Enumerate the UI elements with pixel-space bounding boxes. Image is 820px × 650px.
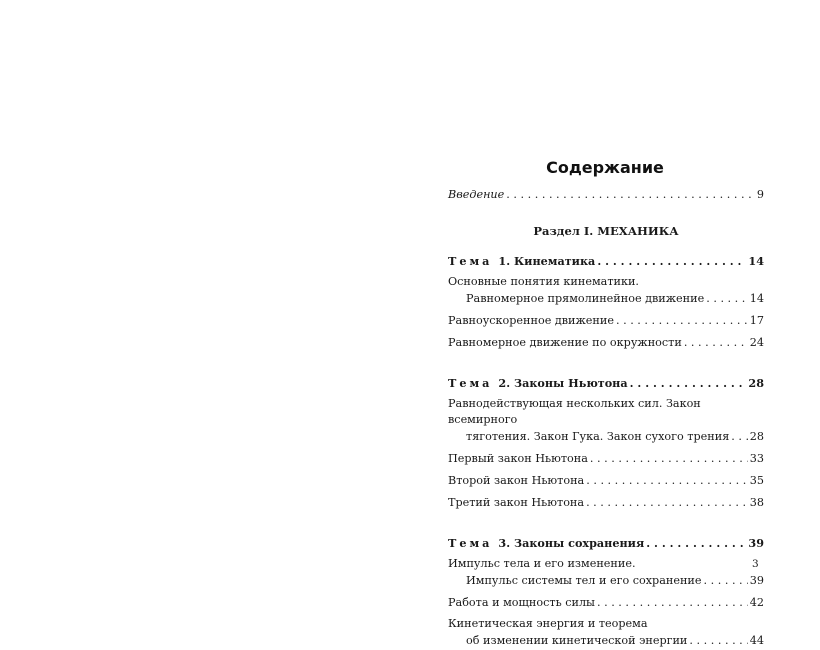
toc-entry[interactable] (448, 494, 764, 512)
toc-entry[interactable] (448, 472, 764, 490)
topic-prefix: Тема (448, 254, 493, 268)
section-heading: Раздел I. МЕХАНИКА (533, 224, 679, 238)
topic-page: 39 (748, 536, 764, 550)
leader-dots (630, 374, 747, 392)
toc-entry-page: 42 (749, 596, 764, 609)
leader-dots (704, 572, 748, 590)
toc-entry-page: 35 (749, 474, 764, 487)
toc-entry-title: Второй закон Ньютона (448, 474, 585, 487)
leader-dots (689, 632, 747, 650)
leader-dots (506, 186, 755, 204)
toc-entry-line1: Кинетическая энергия и теорема (448, 617, 648, 630)
leader-dots (706, 290, 748, 308)
page-title: Содержание (546, 158, 664, 177)
leader-dots (597, 252, 746, 270)
toc-entry-page: 17 (749, 314, 764, 327)
topic-page: 14 (748, 254, 764, 268)
topic-page: 28 (748, 376, 764, 390)
toc-entry[interactable] (448, 594, 764, 612)
toc-entry[interactable] (448, 450, 764, 468)
toc-entry-page: 44 (749, 634, 764, 647)
toc-entry-page: 14 (749, 292, 764, 305)
toc-entry-page: 39 (749, 574, 764, 587)
leader-dots (597, 594, 748, 612)
toc-entry-page: 38 (749, 496, 764, 509)
leader-dots (616, 312, 748, 330)
topic-label: 3. Законы сохранения (498, 536, 645, 550)
toc-entry-title: Первый закон Ньютона (448, 452, 588, 465)
toc-entry-page: 28 (749, 430, 764, 443)
toc-entry[interactable] (448, 556, 764, 590)
toc-entry-title: Равноускоренное движение (448, 314, 614, 327)
toc-intro-page: 9 (756, 188, 764, 201)
toc-topic-1[interactable] (448, 252, 764, 270)
toc-entry[interactable] (448, 274, 764, 308)
topic-label: 1. Кинематика (498, 254, 596, 268)
toc-entry[interactable] (448, 396, 764, 446)
leader-dots (731, 428, 747, 446)
leader-dots (590, 450, 748, 468)
toc-entry[interactable] (448, 334, 764, 352)
toc-entry-page: 33 (749, 452, 764, 465)
toc-entry-line2: об изменении кинетической энергии (466, 634, 688, 647)
toc-intro-label: Введение (448, 188, 505, 201)
leader-dots (684, 334, 748, 352)
leader-dots (646, 534, 746, 552)
topic-prefix: Тема (448, 536, 493, 550)
toc-entry-line2: Импульс системы тел и его сохранение (466, 574, 702, 587)
toc-entry-line2: тяготения. Закон Гука. Закон сухого трения (466, 430, 730, 443)
leader-dots (586, 472, 748, 490)
topic-prefix: Тема (448, 376, 493, 390)
toc-entry-line1: Равнодействующая нескольких сил. Закон всемирного (448, 397, 701, 426)
toc-entry-title: Работа и мощность силы (448, 596, 595, 609)
toc-entry[interactable] (448, 616, 764, 650)
table-of-contents (448, 186, 764, 650)
toc-intro[interactable] (448, 186, 764, 204)
toc-entry-line1: Импульс тела и его изменение. (448, 557, 636, 570)
toc-entry-line2: Равномерное прямолинейное движение (466, 292, 705, 305)
toc-topic-3[interactable] (448, 534, 764, 552)
leader-dots (586, 494, 748, 512)
toc-topic-2[interactable] (448, 374, 764, 392)
page-number: 3 (752, 558, 759, 570)
toc-entry-page: 24 (749, 336, 764, 349)
toc-entry[interactable] (448, 312, 764, 330)
toc-entry-title: Равномерное движение по окружности (448, 336, 682, 349)
topic-label: 2. Законы Ньютона (498, 376, 628, 390)
toc-entry-line1: Основные понятия кинематики. (448, 275, 639, 288)
toc-entry-title: Третий закон Ньютона (448, 496, 585, 509)
